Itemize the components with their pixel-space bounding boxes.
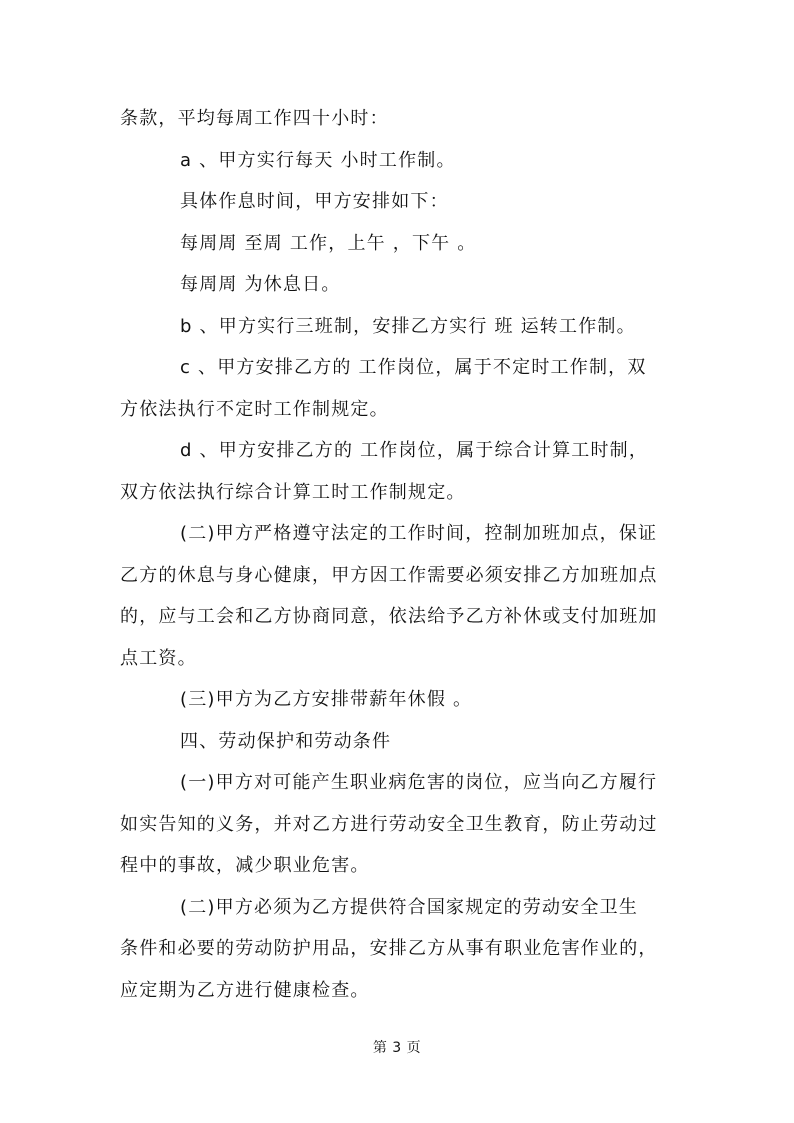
page-number: 第 3 页 bbox=[372, 1040, 422, 1056]
text-line: 条款，平均每周工作四十小时： bbox=[120, 108, 389, 129]
text-line: 乙方的休息与身心健康，甲方因工作需要必须安排乙方加班加点 bbox=[120, 564, 658, 586]
text-line: 每周周 至周 工作，上午 ，下午 。 bbox=[180, 232, 477, 254]
text-line: a 、甲方实行每天 小时工作制。 bbox=[180, 149, 456, 171]
section-heading: 四、劳动保护和劳动条件 bbox=[180, 730, 392, 752]
text-line: (二)甲方严格遵守法定的工作时间，控制加班加点，保证 bbox=[180, 523, 658, 544]
document-body bbox=[120, 98, 674, 1011]
text-line: 双方依法执行综合计算工时工作制规定。 bbox=[120, 481, 466, 503]
text-line: (二)甲方必须为乙方提供符合国家规定的劳动安全卫生 bbox=[180, 896, 639, 918]
text-line: 每周周 为休息日。 bbox=[180, 274, 341, 295]
text-line: d 、甲方安排乙方的 工作岗位，属于综合计算工时制， bbox=[180, 440, 649, 461]
text-line: 条件和必要的劳动防护用品，安排乙方从事有职业危害作业的， bbox=[120, 938, 658, 959]
text-line: (三)甲方为乙方安排带薪年休假 。 bbox=[180, 689, 473, 710]
text-line: (一)甲方对可能产生职业病危害的岗位，应当向乙方履行 bbox=[180, 772, 658, 793]
text-line: c 、甲方安排乙方的 工作岗位，属于不定时工作制，双 bbox=[180, 357, 647, 378]
text-line: 点工资。 bbox=[120, 647, 197, 669]
text-line: 方依法执行不定时工作制规定。 bbox=[120, 398, 389, 420]
text-line: 如实告知的义务，并对乙方进行劳动安全卫生教育，防止劳动过 bbox=[120, 813, 658, 835]
text-line: b 、甲方实行三班制，安排乙方实行 班 运转工作制。 bbox=[180, 315, 636, 337]
text-line: 具体作息时间，甲方安排如下： bbox=[180, 191, 449, 212]
text-line: 程中的事故，减少职业危害。 bbox=[120, 855, 370, 876]
text-line: 的，应与工会和乙方协商同意，依法给予乙方补休或支付加班加 bbox=[120, 606, 658, 627]
text-line: 应定期为乙方进行健康检查。 bbox=[120, 979, 370, 1001]
